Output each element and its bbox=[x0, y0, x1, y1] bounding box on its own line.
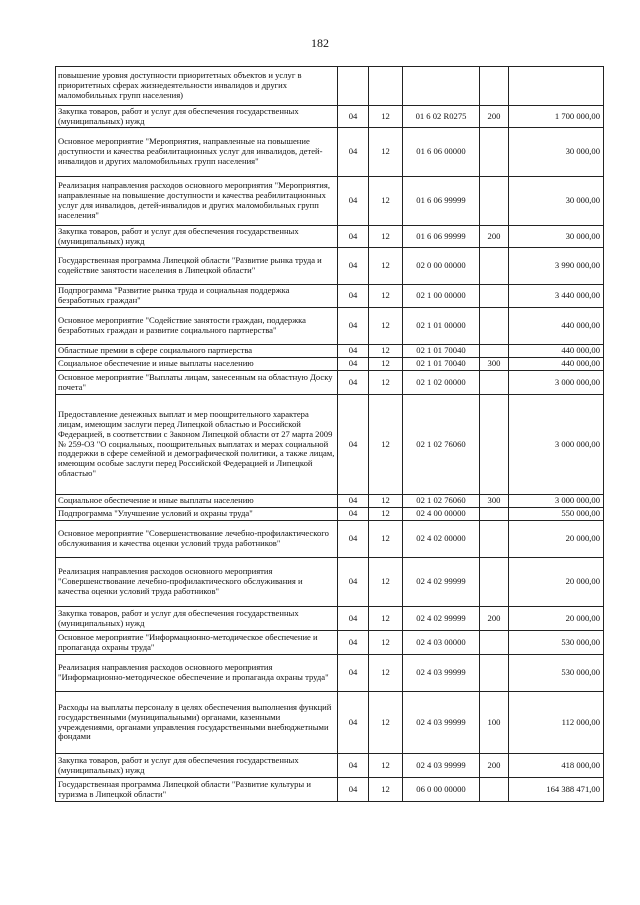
expense-name-cell: Основное мероприятие "Совершенствование лечебно-профилактического обслуживания и качества оценки условий труда работников" bbox=[56, 521, 338, 558]
amount-cell: 20 000,00 bbox=[509, 521, 604, 558]
expense-name-cell: Расходы на выплаты персоналу в целях обеспечения выполнения функций государственными (муниципальными) органами, казенными учреждениями, органами управления государственными внебюджетными фондами bbox=[56, 692, 338, 754]
expense-type-code-cell bbox=[480, 521, 509, 558]
subsection-code-cell: 12 bbox=[369, 371, 403, 395]
table-row bbox=[56, 521, 604, 558]
table-row bbox=[56, 226, 604, 248]
expense-name-cell: повышение уровня доступности приоритетных объектов и услуг в приоритетных сферах жизнедеятельности инвалидов и других маломобильных групп населения) bbox=[56, 67, 338, 106]
section-code-cell: 04 bbox=[338, 607, 369, 631]
subsection-code-cell: 12 bbox=[369, 226, 403, 248]
amount-cell: 30 000,00 bbox=[509, 128, 604, 177]
target-article-code-cell: 02 4 02 99999 bbox=[403, 607, 480, 631]
section-code-cell: 04 bbox=[338, 371, 369, 395]
expense-type-code-cell bbox=[480, 655, 509, 692]
subsection-code-cell: 12 bbox=[369, 655, 403, 692]
subsection-code-cell: 12 bbox=[369, 754, 403, 778]
target-article-code-cell: 02 1 01 70040 bbox=[403, 358, 480, 371]
amount-cell: 530 000,00 bbox=[509, 655, 604, 692]
expense-type-code-cell bbox=[480, 558, 509, 607]
subsection-code-cell: 12 bbox=[369, 508, 403, 521]
target-article-code-cell: 02 4 02 99999 bbox=[403, 558, 480, 607]
amount-cell: 3 440 000,00 bbox=[509, 285, 604, 308]
expense-type-code-cell bbox=[480, 345, 509, 358]
section-code-cell: 04 bbox=[338, 308, 369, 345]
expense-name-cell: Закупка товаров, работ и услуг для обеспечения государственных (муниципальных) нужд bbox=[56, 754, 338, 778]
subsection-code-cell: 12 bbox=[369, 631, 403, 655]
amount-cell: 440 000,00 bbox=[509, 345, 604, 358]
expense-type-code-cell bbox=[480, 285, 509, 308]
expense-name-cell: Реализация направления расходов основного мероприятия "Мероприятия, направленные на повышение доступности и качества реабилитационных услуг для инвалидов, детей-инвалидов и других маломобильных групп населения" bbox=[56, 177, 338, 226]
subsection-code-cell: 12 bbox=[369, 395, 403, 495]
expense-type-code-cell: 300 bbox=[480, 358, 509, 371]
expense-name-cell: Государственная программа Липецкой области "Развитие культуры и туризма в Липецкой области" bbox=[56, 778, 338, 802]
target-article-code-cell: 02 4 03 99999 bbox=[403, 754, 480, 778]
expense-type-code-cell: 300 bbox=[480, 495, 509, 508]
expense-type-code-cell: 200 bbox=[480, 754, 509, 778]
expense-type-code-cell bbox=[480, 177, 509, 226]
target-article-code-cell: 02 4 03 00000 bbox=[403, 631, 480, 655]
expense-type-code-cell bbox=[480, 395, 509, 495]
expense-name-cell: Подпрограмма "Развитие рынка труда и социальная поддержка безработных граждан" bbox=[56, 285, 338, 308]
subsection-code-cell: 12 bbox=[369, 692, 403, 754]
target-article-code-cell: 06 0 00 00000 bbox=[403, 778, 480, 802]
expense-type-code-cell bbox=[480, 308, 509, 345]
table-row bbox=[56, 371, 604, 395]
section-code-cell: 04 bbox=[338, 106, 369, 128]
section-code-cell: 04 bbox=[338, 177, 369, 226]
target-article-code-cell: 02 0 00 00000 bbox=[403, 248, 480, 285]
amount-cell: 3 000 000,00 bbox=[509, 495, 604, 508]
target-article-code-cell: 01 6 06 99999 bbox=[403, 226, 480, 248]
target-article-code-cell: 02 4 02 00000 bbox=[403, 521, 480, 558]
target-article-code-cell: 02 4 03 99999 bbox=[403, 655, 480, 692]
table-row bbox=[56, 395, 604, 495]
subsection-code-cell: 12 bbox=[369, 248, 403, 285]
expense-type-code-cell bbox=[480, 248, 509, 285]
table-row bbox=[56, 778, 604, 802]
expense-name-cell: Основное мероприятие "Выплаты лицам, занесенным на областную Доску почета" bbox=[56, 371, 338, 395]
expense-name-cell: Реализация направления расходов основного мероприятия "Информационно-методическое обеспечение и пропаганда охраны труда" bbox=[56, 655, 338, 692]
expense-type-code-cell bbox=[480, 631, 509, 655]
table-row bbox=[56, 754, 604, 778]
expense-name-cell: Реализация направления расходов основного мероприятия "Совершенствование лечебно-профилактического обслуживания и качества оценки условий труда работников" bbox=[56, 558, 338, 607]
section-code-cell: 04 bbox=[338, 495, 369, 508]
budget-table-body bbox=[56, 67, 604, 802]
page-number: 182 bbox=[311, 36, 329, 50]
expense-name-cell: Предоставление денежных выплат и мер поощрительного характера лицам, имеющим заслуги перед Липецкой областью и Российской Федерацией, в соответствии с Законом Липецкой области от 27 марта 2009 № 259-ОЗ "О социальных, поощрительных выплатах и мерах социальной поддержки в сфере семейной и демографической политики, а также лицам, имеющим особые заслуги перед Российской Федерацией и Липецкой областью" bbox=[56, 395, 338, 495]
expense-type-code-cell: 200 bbox=[480, 106, 509, 128]
subsection-code-cell: 12 bbox=[369, 521, 403, 558]
amount-cell: 20 000,00 bbox=[509, 607, 604, 631]
expense-type-code-cell bbox=[480, 508, 509, 521]
table-row bbox=[56, 631, 604, 655]
table-row bbox=[56, 177, 604, 226]
amount-cell: 20 000,00 bbox=[509, 558, 604, 607]
expense-type-code-cell: 200 bbox=[480, 607, 509, 631]
section-code-cell: 04 bbox=[338, 655, 369, 692]
expense-name-cell: Государственная программа Липецкой области "Развитие рынка труда и содействие занятости населения в Липецкой области" bbox=[56, 248, 338, 285]
amount-cell: 112 000,00 bbox=[509, 692, 604, 754]
amount-cell: 418 000,00 bbox=[509, 754, 604, 778]
section-code-cell: 04 bbox=[338, 692, 369, 754]
amount-cell: 440 000,00 bbox=[509, 358, 604, 371]
expense-name-cell: Основное мероприятие "Мероприятия, направленные на повышение доступности и качества реабилитационных услуг для инвалидов, детей-инвалидов и других маломобильных групп населения" bbox=[56, 128, 338, 177]
section-code-cell: 04 bbox=[338, 248, 369, 285]
subsection-code-cell: 12 bbox=[369, 358, 403, 371]
section-code-cell bbox=[338, 67, 369, 106]
section-code-cell: 04 bbox=[338, 395, 369, 495]
table-row bbox=[56, 128, 604, 177]
section-code-cell: 04 bbox=[338, 521, 369, 558]
table-row bbox=[56, 692, 604, 754]
expense-name-cell: Закупка товаров, работ и услуг для обеспечения государственных (муниципальных) нужд bbox=[56, 106, 338, 128]
expense-name-cell: Закупка товаров, работ и услуг для обеспечения государственных (муниципальных) нужд bbox=[56, 607, 338, 631]
section-code-cell: 04 bbox=[338, 345, 369, 358]
expense-name-cell: Социальное обеспечение и иные выплаты населению bbox=[56, 495, 338, 508]
table-row bbox=[56, 607, 604, 631]
target-article-code-cell: 02 1 02 76060 bbox=[403, 395, 480, 495]
section-code-cell: 04 bbox=[338, 128, 369, 177]
expense-name-cell: Областные премии в сфере социального партнерства bbox=[56, 345, 338, 358]
expense-name-cell: Основное мероприятие "Информационно-методическое обеспечение и пропаганда охраны труда" bbox=[56, 631, 338, 655]
expense-type-code-cell: 200 bbox=[480, 226, 509, 248]
table-row bbox=[56, 308, 604, 345]
table-row bbox=[56, 495, 604, 508]
amount-cell bbox=[509, 67, 604, 106]
target-article-code-cell: 02 1 02 76060 bbox=[403, 495, 480, 508]
expense-type-code-cell: 100 bbox=[480, 692, 509, 754]
section-code-cell: 04 bbox=[338, 778, 369, 802]
amount-cell: 530 000,00 bbox=[509, 631, 604, 655]
target-article-code-cell: 01 6 06 00000 bbox=[403, 128, 480, 177]
section-code-cell: 04 bbox=[338, 285, 369, 308]
amount-cell: 3 000 000,00 bbox=[509, 371, 604, 395]
subsection-code-cell: 12 bbox=[369, 345, 403, 358]
subsection-code-cell: 12 bbox=[369, 177, 403, 226]
subsection-code-cell: 12 bbox=[369, 558, 403, 607]
subsection-code-cell: 12 bbox=[369, 778, 403, 802]
expense-type-code-cell bbox=[480, 778, 509, 802]
target-article-code-cell: 02 4 03 99999 bbox=[403, 692, 480, 754]
amount-cell: 550 000,00 bbox=[509, 508, 604, 521]
subsection-code-cell: 12 bbox=[369, 308, 403, 345]
table-row bbox=[56, 106, 604, 128]
target-article-code-cell bbox=[403, 67, 480, 106]
expense-type-code-cell bbox=[480, 371, 509, 395]
table-row bbox=[56, 248, 604, 285]
section-code-cell: 04 bbox=[338, 508, 369, 521]
expense-name-cell: Подпрограмма "Улучшение условий и охраны труда" bbox=[56, 508, 338, 521]
table-row bbox=[56, 345, 604, 358]
table-row bbox=[56, 285, 604, 308]
subsection-code-cell: 12 bbox=[369, 495, 403, 508]
amount-cell: 3 000 000,00 bbox=[509, 395, 604, 495]
subsection-code-cell bbox=[369, 67, 403, 106]
amount-cell: 30 000,00 bbox=[509, 226, 604, 248]
amount-cell: 440 000,00 bbox=[509, 308, 604, 345]
table-row bbox=[56, 655, 604, 692]
expense-type-code-cell bbox=[480, 67, 509, 106]
table-row bbox=[56, 358, 604, 371]
section-code-cell: 04 bbox=[338, 226, 369, 248]
subsection-code-cell: 12 bbox=[369, 607, 403, 631]
amount-cell: 164 388 471,00 bbox=[509, 778, 604, 802]
section-code-cell: 04 bbox=[338, 631, 369, 655]
section-code-cell: 04 bbox=[338, 358, 369, 371]
table-row bbox=[56, 508, 604, 521]
subsection-code-cell: 12 bbox=[369, 106, 403, 128]
expense-name-cell: Закупка товаров, работ и услуг для обеспечения государственных (муниципальных) нужд bbox=[56, 226, 338, 248]
subsection-code-cell: 12 bbox=[369, 128, 403, 177]
budget-table bbox=[55, 66, 604, 802]
expense-name-cell: Основное мероприятие "Содействие занятости граждан, поддержка безработных граждан и развитие социального партнерства" bbox=[56, 308, 338, 345]
table-row bbox=[56, 558, 604, 607]
amount-cell: 3 990 000,00 bbox=[509, 248, 604, 285]
expense-type-code-cell bbox=[480, 128, 509, 177]
section-code-cell: 04 bbox=[338, 558, 369, 607]
target-article-code-cell: 02 1 02 00000 bbox=[403, 371, 480, 395]
target-article-code-cell: 02 4 00 00000 bbox=[403, 508, 480, 521]
amount-cell: 1 700 000,00 bbox=[509, 106, 604, 128]
expense-name-cell: Социальное обеспечение и иные выплаты населению bbox=[56, 358, 338, 371]
subsection-code-cell: 12 bbox=[369, 285, 403, 308]
target-article-code-cell: 02 1 01 00000 bbox=[403, 308, 480, 345]
table-row bbox=[56, 67, 604, 106]
target-article-code-cell: 01 6 06 99999 bbox=[403, 177, 480, 226]
target-article-code-cell: 01 6 02 R0275 bbox=[403, 106, 480, 128]
target-article-code-cell: 02 1 00 00000 bbox=[403, 285, 480, 308]
amount-cell: 30 000,00 bbox=[509, 177, 604, 226]
section-code-cell: 04 bbox=[338, 754, 369, 778]
target-article-code-cell: 02 1 01 70040 bbox=[403, 345, 480, 358]
